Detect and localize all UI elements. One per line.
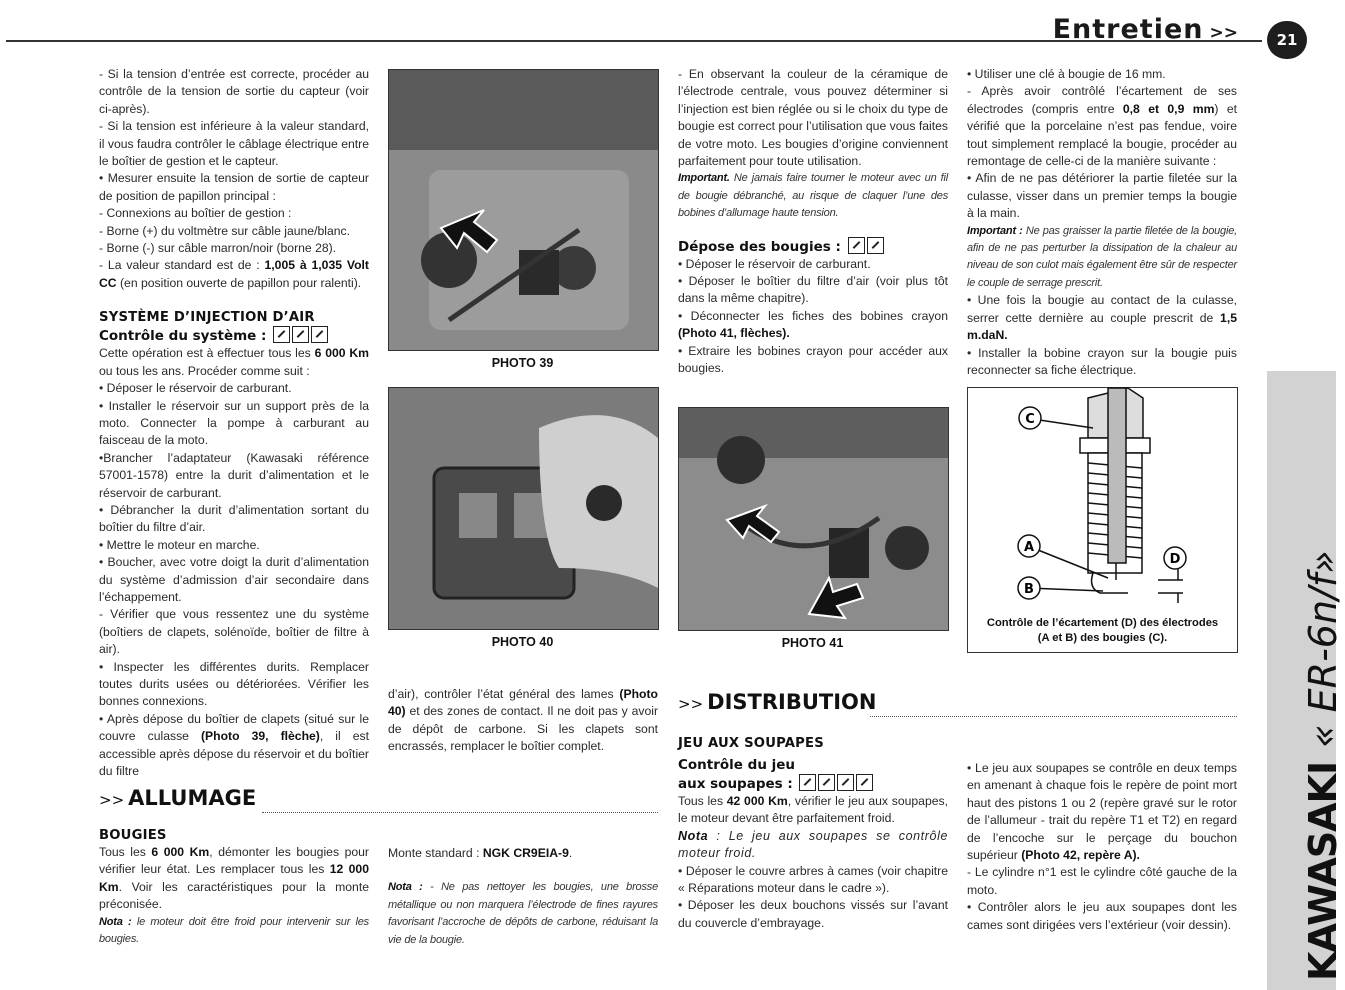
- paragraph: Cette opération est à effectuer tous les 6 000 Km ou tous les ans. Procéder comme suit :: [99, 346, 369, 378]
- paragraph: • Débrancher la durit d’alimentation sortant du boîtier du filtre d’air.: [99, 502, 369, 535]
- paragraph: • Mesurer ensuite la tension de sortie de capteur de position de papillon principal :: [99, 171, 369, 203]
- subsection-title: aux soupapes :: [678, 774, 948, 793]
- paragraph: • Inspecter les différentes durits. Remplacer toutes durits usées ou détériorées. Vérifier les bonnes connexions.: [99, 659, 369, 709]
- photo-40-image: [389, 388, 658, 629]
- paragraph: d’air), contrôler l’état général des lames (Photo 40) et des zones de contact. Il ne doit pas y avoir de dépôt de carbone. Si les clapets sont encrassés, remplacer le boîtier complet.: [388, 687, 658, 754]
- distribution-column-2: [967, 760, 1237, 934]
- tool-icon: [273, 326, 290, 343]
- subsection-title: Contrôle du système :: [99, 326, 369, 345]
- paragraph: • Utiliser une clé à bougie de 16 mm.: [967, 67, 1166, 81]
- paragraph: • Déposer le réservoir de carburant.: [678, 256, 871, 271]
- spark-plug-diagram: [967, 387, 1238, 653]
- paragraph: • Après dépose du boîtier de clapets (situé sur le couvre culasse (Photo 39, flèche), il est accessible après dépose du réservoir et du boîtier du filtre: [99, 711, 369, 779]
- side-tab-brand: KAWASAKI: [1301, 761, 1345, 981]
- paragraph: • Déposer les deux bouchons vissés sur l’avant du couvercle d’embrayage.: [678, 898, 948, 930]
- section-title-distribution: >> DISTRIBUTION: [678, 690, 877, 714]
- page-number-badge: 21: [1267, 21, 1307, 59]
- paragraph: • Afin de ne pas détériorer la partie filetée sur la culasse, visser dans un premier temps la bougie à la main.: [967, 171, 1237, 221]
- paragraph: • Déposer le couvre arbres à cames (voir chapitre « Réparations moteur dans le cadre »).: [678, 863, 948, 896]
- important-note: Important : Ne pas graisser la partie filetée de la bougie, afin de ne pas perturber la dissipation de la chaleur au niveau de son culot mais également être sûr de respecter le couple de serrage prescrit.: [967, 224, 1237, 289]
- callout-b-label: B: [1024, 582, 1034, 597]
- paragraph: • Installer la bobine crayon sur la bougie puis reconnecter sa fiche électrique.: [967, 345, 1237, 377]
- subsection-title: Dépose des bougies :: [678, 237, 948, 256]
- paragraph: • Installer le réservoir sur un support près de la moto. Connecter la pompe à carburant au faisceau de la moto.: [99, 398, 369, 448]
- wrench-icon: [311, 326, 328, 343]
- section-rule: [262, 812, 658, 813]
- paragraph: • Une fois la bougie au contact de la culasse, serrer cette dernière au couple prescrit de 1,5 m.daN.: [967, 293, 1237, 343]
- tool-icon: [848, 237, 865, 254]
- paragraph: - Vérifier que vous ressentez une du système (boîtiers de clapets, solénoïde, boîtier de filtre à air).: [99, 607, 369, 657]
- paragraph: •Brancher l’adaptateur (Kawasaki référence 57001-1578) entre la durit d’alimentation et le réservoir de carburant.: [99, 450, 369, 500]
- section-title-injection: SYSTÈME D’INJECTION D’AIR: [99, 310, 315, 326]
- photo-41: [678, 407, 949, 631]
- callout-d-label: D: [1169, 552, 1181, 567]
- nota-note: Nota : Le jeu aux soupapes se contrôle moteur froid.: [678, 828, 948, 861]
- column-3: [678, 66, 948, 378]
- nota-note: Nota : - Ne pas nettoyer les bougies, une brosse métallique ou non marquera l’électrode de fines rayures favorisant l’accroche de dépôts de carbone, réduisant la vie de la bougie.: [388, 881, 658, 946]
- paragraph: - Après avoir contrôlé l’écartement de ses électrodes (compris entre 0,8 et 0,9 mm) et vérifié que la porcelaine n’est pas fendue, voire tout simplement remplacé la bougie, procéder au remontage de celle-ci de la manière suivante :: [967, 84, 1238, 169]
- side-tab: [1267, 371, 1345, 990]
- paragraph: • Contrôler alors le jeu aux soupapes dont les cames sont dirigées vers l’extérieur (voir dessin).: [967, 900, 1237, 932]
- paragraph: • Le jeu aux soupapes se contrôle en deux temps en amenant à chaque fois le repère de point mort haut des pistons 1 ou 2 (repère gravé sur le rotor de l’allumeur - trait du repère T1 et T2) en regard de l’encoche sur le perçage du bouchon supérieur (Photo 42, repère A).: [967, 761, 1237, 863]
- paragraph: Monte standard : NGK CR9EIA-9.: [388, 846, 573, 860]
- photo-40: [388, 387, 659, 630]
- callout-a-label: A: [1023, 540, 1035, 555]
- paragraph: Tous les 6 000 Km, démonter les bougies pour vérifier leur état. Les remplacer tous les 12 000 Km. Voir les caractéristiques pour la monte préconisée.: [99, 845, 369, 912]
- paragraph: • Déposer le boîtier du filtre d’air (voir plus tôt dans la même chapitre).: [678, 274, 948, 306]
- nota-note: Nota : le moteur doit être froid pour intervenir sur les bougies.: [99, 915, 369, 946]
- photo-41-image: [679, 408, 948, 630]
- allumage-column-2: [388, 845, 658, 949]
- paragraph: • Déconnecter les fiches des bobines crayon (Photo 41, flèches).: [678, 308, 948, 341]
- section-rule: [870, 716, 1237, 717]
- paragraph: - Si la tension d’entrée est correcte, procéder au contrôle de la tension de sortie du capteur (voir ci-après).: [99, 67, 369, 116]
- tool-icon: [292, 326, 309, 343]
- paragraph: - La valeur standard est de : 1,005 à 1,035 Volt CC (en position ouverte de papillon pour ralenti).: [99, 258, 369, 290]
- photo-41-caption: PHOTO 41: [781, 636, 844, 650]
- header-title-text: Entretien: [1052, 14, 1204, 45]
- column-1: [99, 66, 369, 780]
- header-rule: [6, 40, 1262, 42]
- column-4: [967, 66, 1237, 379]
- distribution-column-1: [678, 735, 948, 932]
- tool-icon: [818, 774, 835, 791]
- paragraph: • Mettre le moteur en marche.: [99, 537, 260, 552]
- photo-39-caption: PHOTO 39: [491, 356, 554, 370]
- photo-40-caption: PHOTO 40: [491, 635, 554, 649]
- paragraph: - Borne (-) sur câble marron/noir (borne 28).: [99, 241, 337, 256]
- column-2-text: [388, 686, 658, 756]
- callout-c-label: C: [1025, 412, 1035, 427]
- paragraph: - Le cylindre n°1 est le cylindre côté gauche de la moto.: [967, 865, 1237, 897]
- side-tab-text: [1301, 550, 1345, 981]
- photo-39: [388, 69, 659, 351]
- subsection-title: Contrôle du jeu: [678, 757, 796, 773]
- paragraph: • Déposer le réservoir de carburant.: [99, 381, 292, 396]
- subsection-title-bougies: BOUGIES: [99, 828, 167, 843]
- side-tab-model: « ER-6n/f»: [1301, 550, 1345, 748]
- tool-icon: [837, 774, 854, 791]
- photo-39-image: [389, 70, 658, 350]
- header-arrows: >>: [1209, 23, 1238, 43]
- paragraph: Tous les 42 000 Km, vérifier le jeu aux soupapes, le moteur devant être parfaitement froid.: [678, 794, 948, 826]
- spark-plug-drawing: [968, 388, 1237, 603]
- tool-icon: [799, 774, 816, 791]
- paragraph: • Boucher, avec votre doigt la durit d’alimentation du système d’admission d’air secondaire dans l’échappement.: [99, 555, 369, 604]
- paragraph: - En observant la couleur de la céramique de l’électrode centrale, vous pouvez déterminer si l’injection est bien réglée ou si le choix du type de bougie est correct pour l’utilisation que vous faites de votre moto. Les bougies d’origine conviennent parfaitement pour toute utilisation.: [678, 67, 948, 169]
- allumage-column-1: [99, 827, 369, 948]
- paragraph: - Si la tension est inférieure à la valeur standard, il vous faudra contrôler le câblage électrique entre le boîtier de gestion et le capteur.: [99, 119, 369, 169]
- subsection-title-jeu: JEU AUX SOUPAPES: [678, 736, 824, 751]
- wrench-icon: [856, 774, 873, 791]
- important-note: Important. Ne jamais faire tourner le moteur avec un fil de bougie débranché, au risque de claquer l’une des bobines d’allumage haute tension.: [678, 172, 948, 220]
- paragraph: - Connexions au boîtier de gestion :: [99, 206, 292, 221]
- tool-icon: [867, 237, 884, 254]
- diagram-caption: Contrôle de l’écartement (D) des électrodes (A et B) des bougies (C).: [986, 617, 1219, 644]
- paragraph: • Extraire les bobines crayon pour accéder aux bougies.: [678, 343, 948, 376]
- paragraph: - Borne (+) du voltmètre sur câble jaune/blanc.: [99, 223, 350, 238]
- section-title-allumage: >> ALLUMAGE: [99, 786, 257, 810]
